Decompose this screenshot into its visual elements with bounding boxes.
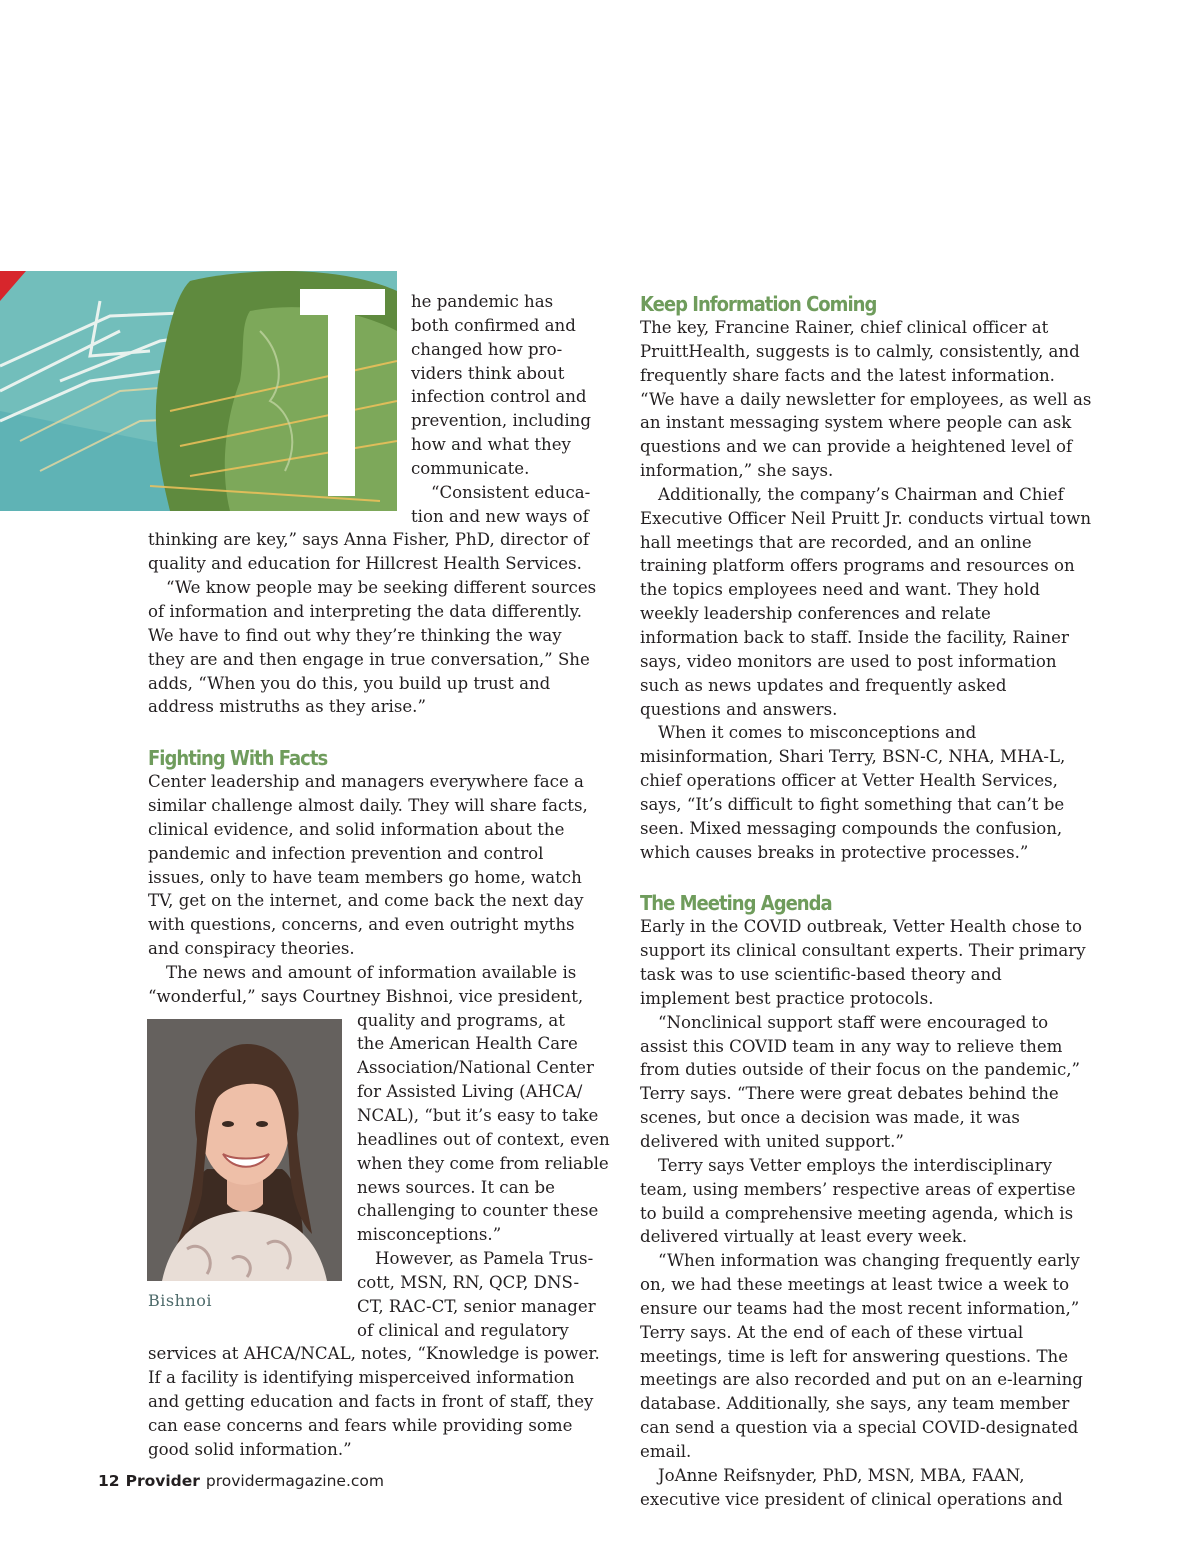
section-heading-fighting: Fighting With Facts: [148, 746, 328, 771]
meeting-paragraph-3: Terry says Vetter employs the interdisciplinary team, using members’ respective areas of expertise to build a comprehensive meeting agenda, which is delivered virtually at least every week.: [640, 1155, 1076, 1247]
keep-paragraph-2: Additionally, the company’s Chairman and Chief Executive Officer Neil Pruitt Jr. conducts virtual town hall meetings that are recorded, and an online training platform offers programs and resources on the topics employees need and want. They hold weekly leadership conferences and relate information back to staff. Inside the facility, Rainer says, video monitors are used to post information such as news updates and frequently asked questions and answers.: [640, 484, 1092, 719]
magazine-url[interactable]: providermagazine.com: [205, 1472, 384, 1490]
bishnoi-photo: [147, 1019, 342, 1281]
meeting-paragraph-1: Early in the COVID outbreak, Vetter Health chose to support its clinical consultant experts. Their primary task was to use scientific-based theory and implement best practice protocols.: [640, 917, 1086, 1008]
meeting-paragraph-5: JoAnne Reifsnyder, PhD, MSN, MBA, FAAN, executive vice president of clinical operations and: [640, 1465, 1063, 1509]
wrap-line: cott, MSN, RN, QCP, DNS-: [357, 1272, 580, 1292]
intro-line: changed how pro-: [411, 339, 563, 359]
wrap-line: headlines out of context, even: [357, 1129, 610, 1149]
intro-paragraph-2: “We know people may be seeking different sources of information and interpreting the data differently. We have to find out why they’re thinking the way they are and then engage in true conversation,” She adds, “When you do this, you build up trust and address mistruths as they arise.”: [148, 578, 597, 717]
intro-line: communicate.: [411, 458, 530, 478]
intro-line: tion and new ways of: [411, 506, 589, 526]
intro-line: infection control and: [411, 387, 587, 407]
photo-wrap-lines: [357, 1009, 610, 1343]
intro-line: prevention, including: [411, 411, 591, 431]
left-column: [148, 290, 610, 1462]
keep-paragraph-1: The key, Francine Rainer, chief clinical officer at PruittHealth, suggests is to calmly, consistently, and frequently share facts and the latest information. “We have a daily newsletter for employees, as well as an instant messaging system where people can ask questions and we can provide a heightened level of information,” she says.: [640, 318, 1092, 481]
right-column: [640, 287, 1092, 1512]
wrap-line: news sources. It can be: [357, 1177, 555, 1197]
wrap-line: challenging to counter these: [357, 1201, 599, 1221]
fighting-paragraph-2: The news and amount of information available is “wonderful,” says Courtney Bishnoi, vice president,: [148, 962, 584, 1006]
wrap-line: when they come from reliable: [357, 1153, 609, 1173]
wrap-line: NCAL), “but it’s easy to take: [357, 1106, 599, 1125]
magazine-name: Provider: [125, 1472, 200, 1490]
wrap-line: CT, RAC-CT, senior manager: [357, 1296, 596, 1316]
section-heading-meeting-agenda: The Meeting Agenda: [640, 891, 832, 916]
intro-line: “Consistent educa-: [431, 482, 591, 502]
intro-wrap-lines: [411, 290, 603, 528]
wrap-line: of clinical and regulatory: [357, 1320, 569, 1340]
intro-paragraph-1-rest: thinking are key,” says Anna Fisher, PhD, director of quality and education for Hillcrest Health Services.: [148, 530, 589, 574]
page-number: 12: [98, 1472, 120, 1490]
fighting-paragraph-3-rest: services at AHCA/NCAL, notes, “Knowledge is power. If a facility is identifying misperceived information and getting education and facts in front of staff, they can ease concerns and fears while providing some good solid information.”: [148, 1344, 600, 1459]
wrap-line: quality and programs, at: [357, 1010, 565, 1030]
wrap-line: the American Health Care: [357, 1034, 578, 1054]
wrap-line: for Assisted Living (AHCA/: [357, 1082, 583, 1102]
intro-line: both confirmed and: [411, 315, 576, 335]
intro-line: how and what they: [411, 435, 571, 455]
wrap-line: Association/National Center: [357, 1058, 594, 1078]
portrait-image: [147, 1019, 342, 1281]
wrap-line: However, as Pamela Trus-: [375, 1249, 594, 1269]
meeting-paragraph-2: “Nonclinical support staff were encouraged to assist this COVID team in any way to relieve them from duties outside of their focus on the pandemic,” Terry says. “There were great debates behind the scenes, but once a decision was made, it was delivered with united support.”: [640, 1012, 1080, 1151]
intro-line: viders think about: [411, 363, 565, 383]
fighting-paragraph-1: Center leadership and managers everywhere face a similar challenge almost daily. They will share facts, clinical evidence, and solid information about the pandemic and infection prevention and control issues, only to have team members go home, watch TV, get on the internet, and come back the next day with questions, concerns, and even outright myths and conspiracy theories.: [148, 772, 588, 959]
meeting-paragraph-4: “When information was changing frequently early on, we had these meetings at least twice a week to ensure our teams had the most recent information,” Terry says. At the end of each of these virtual meetings, time is left for answering questions. The meetings are also recorded and put on an e-learning database. Additionally, she says, any team member can send a question via a special COVID-designated email.: [640, 1251, 1083, 1461]
intro-line: he pandemic has: [411, 292, 554, 311]
page-footer: [98, 1472, 384, 1490]
keep-paragraph-3: When it comes to misconceptions and misinformation, Shari Terry, BSN-C, NHA, MHA-L, chief operations officer at Vetter Health Services, says, “It’s difficult to fight something that can’t be seen. Mixed messaging compounds the confusion, which causes breaks in protective processes.”: [640, 723, 1066, 862]
section-heading-keep-information: Keep Information Coming: [640, 292, 877, 316]
wrap-line: misconceptions.”: [357, 1225, 502, 1245]
photo-caption: Bishnoi: [148, 1291, 212, 1310]
